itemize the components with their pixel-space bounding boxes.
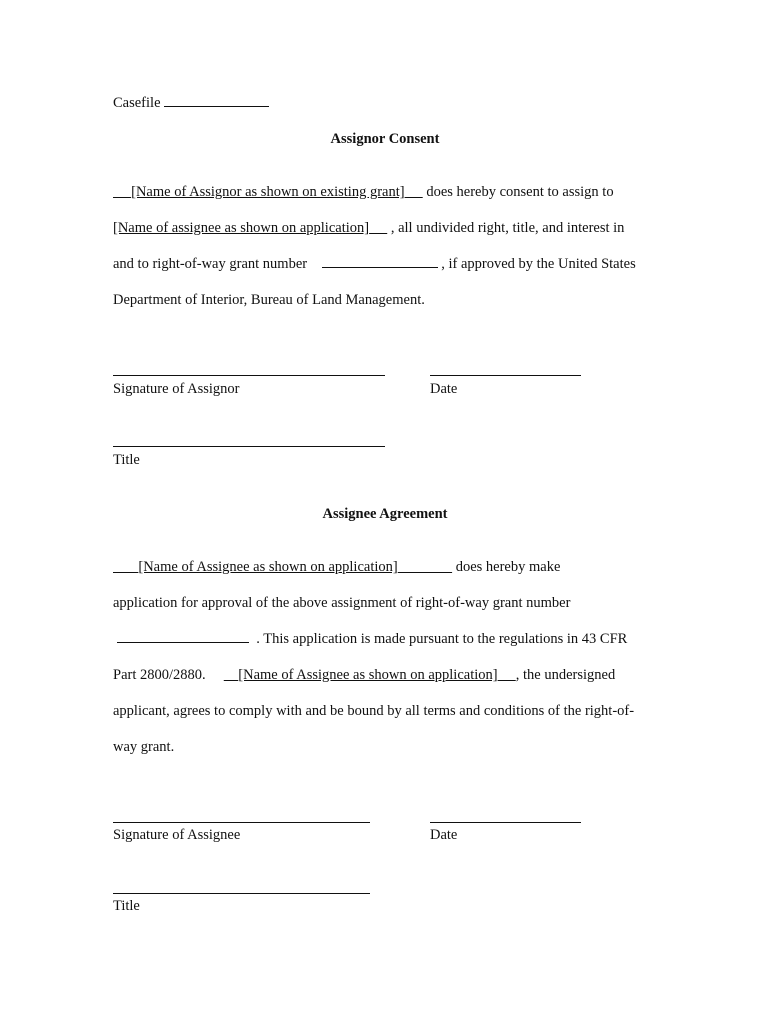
assignor-signature-label: Signature of Assignor (113, 381, 240, 397)
assignee-title-label: Title (113, 898, 140, 914)
assignee-name-placeholder-2[interactable]: [Name of Assignee as shown on application] (238, 667, 498, 683)
assignor-title-line[interactable] (113, 446, 385, 447)
assignor-name-placeholder[interactable]: [Name of Assignor as shown on existing grant] (131, 184, 405, 200)
assignee-agreement-line-5: applicant, agrees to comply with and be bound by all terms and conditions of the right-of- (113, 703, 635, 719)
assignee-signature-line[interactable] (113, 822, 370, 823)
assignee-date-line[interactable] (430, 822, 581, 823)
casefile-label: Casefile (113, 95, 161, 111)
assignor-signature-line[interactable] (113, 375, 385, 376)
assignee-title-line[interactable] (113, 893, 370, 894)
assignor-consent-line-4: Department of Interior, Bureau of Land Management. (113, 292, 425, 308)
assignee-agreement-heading: Assignee Agreement (322, 506, 448, 522)
grant-number-blank[interactable] (322, 255, 438, 268)
casefile-blank[interactable] (164, 94, 269, 107)
assignee-signature-label: Signature of Assignee (113, 827, 241, 843)
assignee-agreement-line-2: application for approval of the above assignment of right-of-way grant number (113, 595, 571, 611)
casefile-row (113, 94, 269, 112)
assignee-name-placeholder[interactable]: [Name of assignee as shown on application] (113, 220, 370, 236)
assignor-date-line[interactable] (430, 375, 581, 376)
assignee-agreement-line-1: [Name of Assignee as shown on application] does hereby make (113, 558, 560, 576)
assignor-consent-line-3: and to right-of-way grant number , if approved by the United States (113, 256, 636, 272)
assignor-consent-line-1: [Name of Assignor as shown on existing grant] does hereby consent to assign to (113, 183, 614, 201)
grant-number-blank-2[interactable] (117, 630, 249, 643)
assignee-date-label: Date (430, 827, 458, 843)
assignor-consent-line-2: [Name of assignee as shown on application] , all undivided right, title, and interest in (113, 220, 625, 236)
assignee-agreement-line-3: . This application is made pursuant to the regulations in 43 CFR (117, 630, 627, 648)
assignor-consent-heading: Assignor Consent (330, 131, 440, 147)
assignor-date-label: Date (430, 381, 458, 397)
assignor-title-label: Title (113, 452, 140, 468)
assignee-agreement-line-4: Part 2800/2880. [Name of Assignee as shown on application] , the undersigned (113, 667, 616, 683)
assignee-name-placeholder-1[interactable]: [Name of Assignee as shown on application] (138, 559, 398, 575)
assignee-agreement-line-6: way grant. (113, 739, 175, 755)
